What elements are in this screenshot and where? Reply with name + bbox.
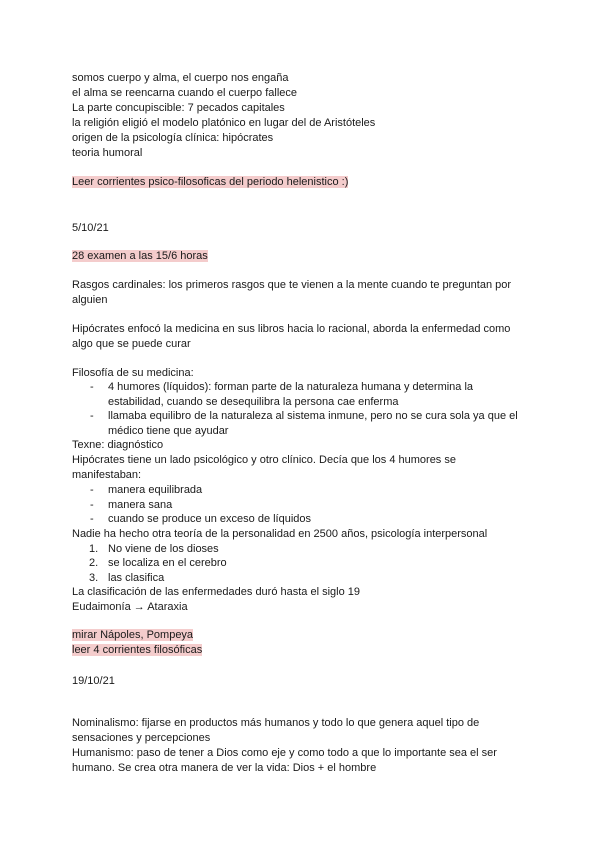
- bullet-marker: -: [90, 381, 94, 393]
- bullet-marker: -: [90, 484, 94, 496]
- intro-line-4: la religión eligió el modelo platónico en lugar del de Aristóteles: [72, 117, 376, 129]
- hipocrates-medicina-line-1: Hipócrates enfocó la medicina en sus libros hacia lo racional, aborda la enfermedad como: [72, 323, 511, 335]
- highlight-leer-text: Leer corrientes psico-filosoficas del periodo helenistico :): [72, 176, 349, 188]
- rasgos-line-1: Rasgos cardinales: los primeros rasgos que te vienen a la mente cuando te preguntan por: [72, 279, 512, 291]
- filosofia-item-2-line-1: llamaba equilibro de la naturaleza al sistema inmune, pero no se cura sola ya que el: [108, 410, 518, 422]
- intro-line-2: el alma se reencarna cuando el cuerpo fallece: [72, 87, 298, 99]
- filosofia-item-1-line-2: estabilidad, cuando se desequilibra la persona cae enferma: [108, 396, 399, 408]
- intro-line-6: teoria humoral: [72, 147, 143, 159]
- hipocrates-lado-line-1: Hipócrates tiene un lado psicológico y otro clínico. Decía que los 4 humores se: [72, 454, 456, 466]
- highlight-corrientes: [72, 643, 202, 658]
- hipocrates-medicina-line-2: algo que se puede curar: [72, 338, 191, 350]
- filosofia-heading: Filosofía de su medicina:: [72, 367, 194, 379]
- numbered-item-2: se localiza en el cerebro: [108, 557, 227, 569]
- filosofia-item-1-line-1: 4 humores (líquidos): forman parte de la naturaleza humana y determina la: [108, 381, 474, 393]
- intro-line-1: somos cuerpo y alma, el cuerpo nos engaña: [72, 72, 289, 84]
- manifest-bullet-2: manera sana: [108, 499, 173, 511]
- texne-line: Texne: diagnóstico: [72, 439, 164, 451]
- highlight-leer: [72, 175, 348, 190]
- filosofia-item-2-line-2: médico tiene que ayudar: [108, 425, 229, 437]
- hipocrates-lado-line-2: manifestaban:: [72, 469, 142, 481]
- date-2: 19/10/21: [72, 675, 115, 687]
- highlight-exam-text: 28 examen a las 15/6 horas: [72, 250, 208, 262]
- eudaimonia-line: Eudaimonía → Ataraxia: [72, 601, 188, 613]
- bullet-marker: -: [90, 499, 94, 511]
- highlight-napoles: [72, 628, 193, 643]
- bullet-marker: -: [90, 513, 94, 525]
- highlight-napoles-text: mirar Nápoles, Pompeya: [72, 629, 194, 641]
- highlight-exam: [72, 249, 208, 264]
- bullet-marker: -: [90, 410, 94, 422]
- clasificacion-line: La clasificación de las enfermedades duró hasta el siglo 19: [72, 586, 361, 598]
- manifest-bullet-3: cuando se produce un exceso de líquidos: [108, 513, 312, 525]
- nadie-line: Nadie ha hecho otra teoría de la personalidad en 2500 años, psicología interpersonal: [72, 528, 488, 540]
- nominalismo-line-2: sensaciones y percepciones: [72, 732, 211, 744]
- numbered-item-3: las clasifica: [108, 572, 165, 584]
- manifest-bullet-1: manera equilibrada: [108, 484, 203, 496]
- date-1: 5/10/21: [72, 222, 109, 234]
- humanismo-line-1: Humanismo: paso de tener a Dios como eje y como todo a que lo importante sea el ser: [72, 747, 497, 759]
- rasgos-line-2: alguien: [72, 294, 108, 306]
- numbered-item-1: No viene de los dioses: [108, 543, 219, 555]
- numbered-marker-1: 1.: [89, 543, 99, 555]
- intro-line-3: La parte concupiscible: 7 pecados capitales: [72, 102, 285, 114]
- numbered-marker-2: 2.: [89, 557, 99, 569]
- nominalismo-line-1: Nominalismo: fijarse en productos más humanos y todo lo que genera aquel tipo de: [72, 717, 480, 729]
- humanismo-line-2: humano. Se crea otra manera de ver la vida: Dios + el hombre: [72, 762, 377, 774]
- numbered-marker-3: 3.: [89, 572, 99, 584]
- highlight-corrientes-text: leer 4 corrientes filosóficas: [72, 644, 203, 656]
- intro-line-5: origen de la psicología clínica: hipócrates: [72, 132, 274, 144]
